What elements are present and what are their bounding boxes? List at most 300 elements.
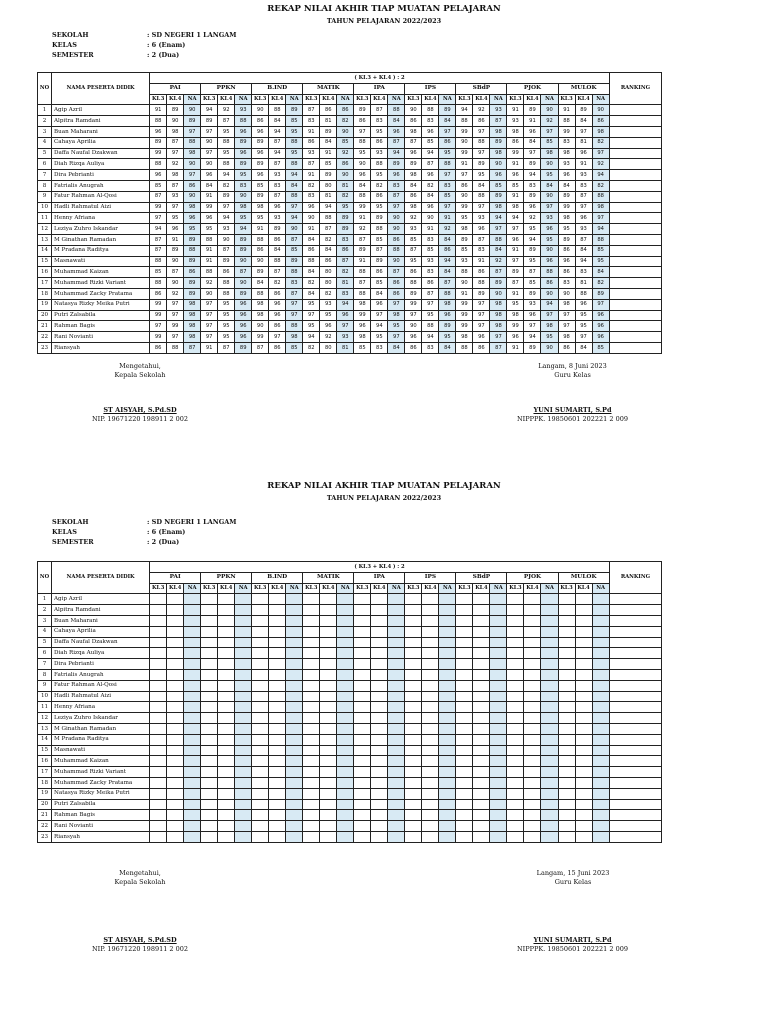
score-cell: 99 bbox=[456, 148, 473, 159]
score-cell bbox=[252, 615, 269, 626]
score-cell: 87 bbox=[371, 245, 388, 256]
score-cell: 89 bbox=[507, 267, 524, 278]
score-cell bbox=[354, 713, 371, 724]
score-cell: 94 bbox=[235, 224, 252, 235]
score-cell: 97 bbox=[473, 321, 490, 332]
score-cell: 97 bbox=[218, 202, 235, 213]
score-cell bbox=[371, 799, 388, 810]
score-cell: 95 bbox=[320, 310, 337, 321]
score-cell: 87 bbox=[286, 234, 303, 245]
score-cell: 90 bbox=[456, 278, 473, 289]
score-cell bbox=[456, 669, 473, 680]
student-number: 12 bbox=[38, 713, 52, 724]
sub-column-header: KI.3 bbox=[507, 94, 524, 105]
score-cell bbox=[507, 637, 524, 648]
sub-column-header: KI.3 bbox=[405, 583, 422, 594]
student-name: M Ginathan Ramadan bbox=[52, 234, 150, 245]
score-cell bbox=[286, 691, 303, 702]
score-cell: 91 bbox=[167, 234, 184, 245]
score-cell: 89 bbox=[354, 105, 371, 116]
score-cell bbox=[592, 659, 609, 670]
score-cell bbox=[405, 680, 422, 691]
score-cell bbox=[184, 605, 201, 616]
score-cell bbox=[558, 713, 575, 724]
score-cell: 96 bbox=[252, 148, 269, 159]
score-cell bbox=[218, 659, 235, 670]
table-row bbox=[38, 626, 662, 637]
score-cell bbox=[490, 831, 507, 842]
score-cell bbox=[490, 756, 507, 767]
score-cell: 99 bbox=[252, 332, 269, 343]
student-name: Henny Afriana bbox=[52, 702, 150, 713]
score-cell bbox=[456, 615, 473, 626]
score-cell bbox=[252, 756, 269, 767]
score-cell: 97 bbox=[473, 202, 490, 213]
ranking-cell bbox=[609, 615, 661, 626]
score-cell bbox=[218, 594, 235, 605]
score-cell bbox=[507, 702, 524, 713]
score-cell bbox=[354, 648, 371, 659]
info-key: SEMESTER bbox=[52, 51, 94, 59]
sub-column-header: KI.4 bbox=[320, 94, 337, 105]
score-cell: 82 bbox=[592, 278, 609, 289]
score-cell bbox=[473, 637, 490, 648]
score-cell: 98 bbox=[558, 148, 575, 159]
score-cell: 85 bbox=[150, 180, 167, 191]
score-cell: 87 bbox=[218, 245, 235, 256]
score-cell: 95 bbox=[252, 213, 269, 224]
sub-column-header: KI.4 bbox=[371, 583, 388, 594]
score-cell bbox=[558, 821, 575, 832]
score-cell: 87 bbox=[354, 278, 371, 289]
sign-line: Mengetahui, bbox=[119, 362, 161, 370]
ranking-cell bbox=[609, 691, 661, 702]
student-name: M Pradana Raditya bbox=[52, 734, 150, 745]
score-cell bbox=[252, 648, 269, 659]
score-cell: 89 bbox=[252, 159, 269, 170]
score-cell: 94 bbox=[269, 126, 286, 137]
score-cell: 96 bbox=[507, 234, 524, 245]
score-cell bbox=[150, 723, 167, 734]
score-cell: 86 bbox=[405, 191, 422, 202]
score-cell: 84 bbox=[422, 191, 439, 202]
score-cell bbox=[541, 767, 558, 778]
score-cell: 86 bbox=[252, 116, 269, 127]
table-row bbox=[38, 745, 662, 756]
score-cell: 98 bbox=[405, 170, 422, 181]
score-cell: 89 bbox=[286, 256, 303, 267]
score-cell bbox=[303, 745, 320, 756]
ranking-cell bbox=[609, 278, 661, 289]
score-cell: 93 bbox=[371, 148, 388, 159]
score-cell bbox=[320, 810, 337, 821]
score-cell bbox=[405, 734, 422, 745]
subject-header: PPKN bbox=[201, 83, 252, 94]
score-cell: 83 bbox=[422, 116, 439, 127]
score-cell bbox=[507, 713, 524, 724]
score-cell bbox=[507, 605, 524, 616]
score-cell bbox=[405, 594, 422, 605]
score-cell: 88 bbox=[167, 342, 184, 353]
score-cell bbox=[541, 777, 558, 788]
score-cell bbox=[405, 723, 422, 734]
score-cell: 86 bbox=[473, 267, 490, 278]
score-cell: 94 bbox=[337, 299, 354, 310]
student-number: 17 bbox=[38, 767, 52, 778]
score-cell: 96 bbox=[184, 213, 201, 224]
score-cell bbox=[184, 594, 201, 605]
score-cell bbox=[524, 734, 541, 745]
score-cell: 88 bbox=[439, 159, 456, 170]
score-cell bbox=[388, 810, 405, 821]
score-cell bbox=[456, 756, 473, 767]
score-cell: 98 bbox=[184, 299, 201, 310]
score-cell: 96 bbox=[473, 332, 490, 343]
score-cell bbox=[371, 821, 388, 832]
score-cell: 86 bbox=[320, 256, 337, 267]
score-cell bbox=[507, 594, 524, 605]
score-cell: 97 bbox=[541, 310, 558, 321]
score-cell bbox=[405, 777, 422, 788]
score-cell: 93 bbox=[422, 256, 439, 267]
score-cell: 87 bbox=[388, 137, 405, 148]
score-cell bbox=[184, 788, 201, 799]
score-cell bbox=[269, 626, 286, 637]
teacher-name: YUNI SUMARTI, S.Pd bbox=[533, 936, 612, 944]
table-row bbox=[38, 594, 662, 605]
score-cell: 83 bbox=[422, 234, 439, 245]
score-cell bbox=[235, 626, 252, 637]
sub-column-header: KI.4 bbox=[473, 583, 490, 594]
score-cell bbox=[337, 756, 354, 767]
school-info bbox=[52, 30, 237, 60]
score-cell: 88 bbox=[252, 288, 269, 299]
score-cell bbox=[252, 821, 269, 832]
score-cell: 95 bbox=[167, 213, 184, 224]
academic-year: TAHUN PELAJARAN 2022/2023 bbox=[326, 494, 442, 502]
score-cell: 95 bbox=[286, 126, 303, 137]
score-cell bbox=[235, 615, 252, 626]
ranking-cell bbox=[609, 637, 661, 648]
student-name: Leziya Zuhro Iskandar bbox=[52, 224, 150, 235]
score-cell: 93 bbox=[524, 299, 541, 310]
score-cell bbox=[388, 734, 405, 745]
score-cell bbox=[371, 810, 388, 821]
score-cell: 88 bbox=[473, 137, 490, 148]
student-name: M Ginathan Ramadan bbox=[52, 723, 150, 734]
subject-header: PJOK bbox=[507, 83, 558, 94]
sub-column-header: KI.3 bbox=[507, 583, 524, 594]
score-cell bbox=[439, 799, 456, 810]
score-cell bbox=[354, 788, 371, 799]
score-cell bbox=[575, 767, 592, 778]
student-number: 6 bbox=[38, 159, 52, 170]
score-cell: 98 bbox=[184, 321, 201, 332]
score-cell: 96 bbox=[354, 321, 371, 332]
score-cell: 82 bbox=[337, 267, 354, 278]
grade-table bbox=[37, 561, 662, 843]
ranking-cell bbox=[609, 659, 661, 670]
score-cell bbox=[524, 713, 541, 724]
table-row bbox=[38, 648, 662, 659]
score-cell bbox=[473, 767, 490, 778]
score-cell bbox=[354, 831, 371, 842]
score-cell: 98 bbox=[184, 148, 201, 159]
score-cell bbox=[456, 659, 473, 670]
score-cell: 97 bbox=[201, 310, 218, 321]
score-cell: 94 bbox=[286, 213, 303, 224]
score-cell bbox=[235, 821, 252, 832]
score-cell: 89 bbox=[524, 159, 541, 170]
score-cell bbox=[439, 713, 456, 724]
score-cell bbox=[541, 648, 558, 659]
score-cell bbox=[303, 756, 320, 767]
score-cell bbox=[320, 777, 337, 788]
score-cell bbox=[439, 777, 456, 788]
score-cell: 97 bbox=[439, 126, 456, 137]
score-cell bbox=[541, 734, 558, 745]
score-cell bbox=[218, 637, 235, 648]
score-cell: 87 bbox=[269, 267, 286, 278]
header-formula: ( KI.3 + KI.4 ) : 2 bbox=[150, 562, 610, 573]
score-cell bbox=[269, 821, 286, 832]
score-cell bbox=[507, 810, 524, 821]
score-cell: 88 bbox=[439, 288, 456, 299]
score-cell: 99 bbox=[167, 321, 184, 332]
ranking-cell bbox=[609, 126, 661, 137]
score-cell: 95 bbox=[218, 310, 235, 321]
score-cell: 88 bbox=[303, 256, 320, 267]
sub-column-header: KI.4 bbox=[473, 94, 490, 105]
score-cell: 91 bbox=[303, 126, 320, 137]
score-cell: 93 bbox=[456, 256, 473, 267]
score-cell bbox=[354, 594, 371, 605]
score-cell bbox=[269, 637, 286, 648]
score-cell: 99 bbox=[150, 202, 167, 213]
score-cell: 95 bbox=[541, 170, 558, 181]
sub-column-header: KI.4 bbox=[320, 583, 337, 594]
score-cell bbox=[252, 659, 269, 670]
score-cell bbox=[201, 831, 218, 842]
score-cell: 94 bbox=[218, 213, 235, 224]
score-cell bbox=[303, 669, 320, 680]
table-row bbox=[38, 767, 662, 778]
score-cell bbox=[269, 788, 286, 799]
score-cell bbox=[592, 723, 609, 734]
table-row bbox=[38, 170, 662, 181]
score-cell: 87 bbox=[269, 191, 286, 202]
score-cell: 84 bbox=[490, 245, 507, 256]
score-cell: 81 bbox=[337, 278, 354, 289]
score-cell: 91 bbox=[575, 159, 592, 170]
score-cell bbox=[371, 745, 388, 756]
score-cell bbox=[473, 799, 490, 810]
score-cell: 98 bbox=[354, 299, 371, 310]
score-cell: 98 bbox=[354, 332, 371, 343]
score-cell: 91 bbox=[150, 105, 167, 116]
score-cell: 97 bbox=[473, 148, 490, 159]
score-cell: 97 bbox=[184, 170, 201, 181]
score-cell: 99 bbox=[558, 126, 575, 137]
score-cell bbox=[422, 821, 439, 832]
student-number: 3 bbox=[38, 126, 52, 137]
subject-header: PAI bbox=[150, 83, 201, 94]
ranking-cell bbox=[609, 713, 661, 724]
score-cell bbox=[575, 594, 592, 605]
score-cell bbox=[575, 745, 592, 756]
score-cell bbox=[541, 594, 558, 605]
score-cell bbox=[235, 659, 252, 670]
score-cell bbox=[320, 669, 337, 680]
score-cell bbox=[405, 702, 422, 713]
score-cell: 96 bbox=[490, 170, 507, 181]
score-cell: 98 bbox=[184, 310, 201, 321]
info-value: : 2 (Dua) bbox=[147, 538, 180, 546]
score-cell: 84 bbox=[320, 137, 337, 148]
score-cell bbox=[422, 734, 439, 745]
score-cell bbox=[575, 626, 592, 637]
ranking-cell bbox=[609, 116, 661, 127]
score-cell: 86 bbox=[456, 180, 473, 191]
score-cell: 94 bbox=[575, 256, 592, 267]
score-cell: 89 bbox=[490, 137, 507, 148]
score-cell: 83 bbox=[337, 234, 354, 245]
score-cell bbox=[592, 831, 609, 842]
student-number: 1 bbox=[38, 105, 52, 116]
score-cell: 86 bbox=[439, 137, 456, 148]
score-cell: 92 bbox=[354, 224, 371, 235]
score-cell: 93 bbox=[303, 148, 320, 159]
score-cell: 91 bbox=[201, 342, 218, 353]
score-cell: 87 bbox=[490, 267, 507, 278]
score-cell bbox=[490, 788, 507, 799]
score-cell bbox=[252, 637, 269, 648]
school-info bbox=[52, 517, 237, 547]
score-cell bbox=[150, 767, 167, 778]
score-cell bbox=[507, 691, 524, 702]
score-cell bbox=[184, 723, 201, 734]
score-cell bbox=[252, 767, 269, 778]
score-cell: 91 bbox=[507, 159, 524, 170]
subject-header: IPS bbox=[405, 572, 456, 583]
score-cell: 91 bbox=[558, 105, 575, 116]
score-cell bbox=[541, 615, 558, 626]
score-cell bbox=[235, 594, 252, 605]
score-cell: 96 bbox=[269, 310, 286, 321]
score-cell: 87 bbox=[303, 159, 320, 170]
score-cell: 91 bbox=[507, 342, 524, 353]
score-cell: 91 bbox=[507, 191, 524, 202]
score-cell bbox=[456, 799, 473, 810]
score-cell bbox=[184, 637, 201, 648]
sub-column-header: KI.4 bbox=[218, 583, 235, 594]
score-cell bbox=[167, 626, 184, 637]
score-cell bbox=[218, 626, 235, 637]
sub-column-header: KI.3 bbox=[201, 583, 218, 594]
score-cell: 87 bbox=[490, 116, 507, 127]
sub-column-header: NA bbox=[184, 583, 201, 594]
score-cell: 82 bbox=[320, 288, 337, 299]
score-cell: 94 bbox=[439, 256, 456, 267]
student-name: Buan Maharani bbox=[52, 615, 150, 626]
student-number: 12 bbox=[38, 224, 52, 235]
score-cell bbox=[575, 615, 592, 626]
table-row bbox=[38, 342, 662, 353]
score-cell: 93 bbox=[490, 105, 507, 116]
score-cell: 87 bbox=[252, 342, 269, 353]
score-cell bbox=[184, 691, 201, 702]
score-cell: 87 bbox=[575, 191, 592, 202]
score-cell bbox=[422, 777, 439, 788]
score-cell bbox=[150, 637, 167, 648]
sub-column-header: NA bbox=[439, 94, 456, 105]
score-cell: 96 bbox=[439, 310, 456, 321]
score-cell: 89 bbox=[235, 137, 252, 148]
table-row bbox=[38, 299, 662, 310]
score-cell bbox=[269, 605, 286, 616]
score-cell: 84 bbox=[541, 180, 558, 191]
score-cell bbox=[473, 821, 490, 832]
score-cell: 94 bbox=[456, 105, 473, 116]
score-cell bbox=[558, 680, 575, 691]
table-row bbox=[38, 788, 662, 799]
score-cell bbox=[201, 637, 218, 648]
score-cell bbox=[235, 648, 252, 659]
score-cell bbox=[354, 637, 371, 648]
score-cell: 82 bbox=[303, 278, 320, 289]
student-name: Rani Novianti bbox=[52, 821, 150, 832]
student-name: Alpitra Ramdani bbox=[52, 605, 150, 616]
score-cell: 98 bbox=[405, 126, 422, 137]
score-cell: 88 bbox=[218, 278, 235, 289]
score-cell: 95 bbox=[337, 202, 354, 213]
score-cell bbox=[269, 648, 286, 659]
score-cell bbox=[218, 777, 235, 788]
score-cell bbox=[575, 788, 592, 799]
score-cell: 97 bbox=[167, 332, 184, 343]
score-cell bbox=[337, 626, 354, 637]
score-cell bbox=[269, 745, 286, 756]
score-cell bbox=[558, 831, 575, 842]
score-cell: 97 bbox=[456, 170, 473, 181]
score-cell bbox=[388, 788, 405, 799]
score-cell bbox=[422, 691, 439, 702]
score-cell: 91 bbox=[252, 224, 269, 235]
score-cell bbox=[201, 799, 218, 810]
score-cell bbox=[235, 756, 252, 767]
score-cell bbox=[201, 734, 218, 745]
score-cell bbox=[184, 626, 201, 637]
table-row bbox=[38, 126, 662, 137]
score-cell bbox=[439, 788, 456, 799]
principal-signature bbox=[95, 362, 185, 380]
score-cell bbox=[388, 615, 405, 626]
score-cell bbox=[235, 637, 252, 648]
principal-name: ST AISYAH, S.Pd.SD bbox=[103, 936, 177, 944]
score-cell bbox=[252, 799, 269, 810]
score-cell: 99 bbox=[405, 299, 422, 310]
score-cell bbox=[422, 799, 439, 810]
score-cell bbox=[388, 648, 405, 659]
score-cell bbox=[286, 680, 303, 691]
score-cell: 95 bbox=[218, 299, 235, 310]
ranking-cell bbox=[609, 799, 661, 810]
score-cell: 90 bbox=[354, 159, 371, 170]
score-cell bbox=[320, 605, 337, 616]
score-cell: 91 bbox=[201, 245, 218, 256]
score-cell bbox=[575, 831, 592, 842]
score-cell: 84 bbox=[524, 137, 541, 148]
